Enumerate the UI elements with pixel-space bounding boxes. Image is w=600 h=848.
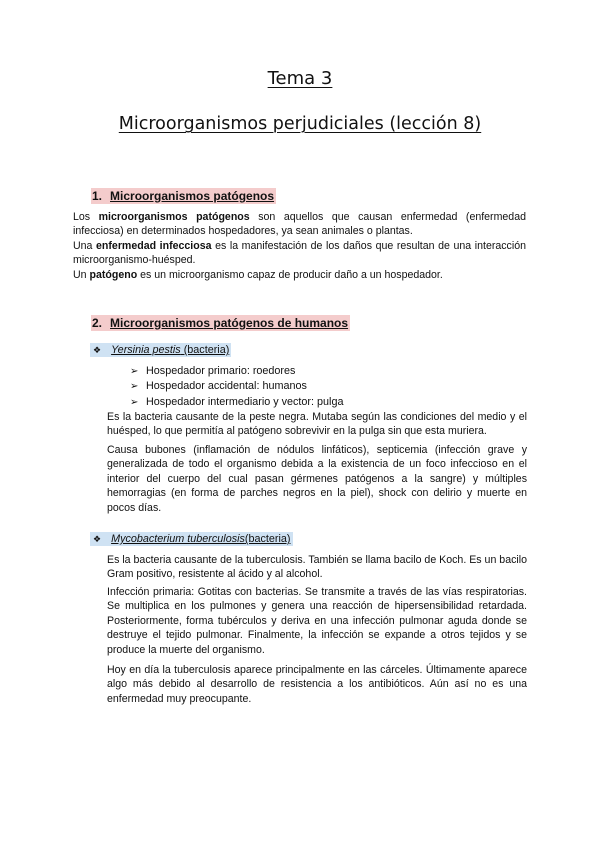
section-heading-1: 1. Microorganismos patógenos	[92, 189, 275, 203]
subsection-yersinia: ❖ Yersinia pestis (bacteria)	[90, 343, 231, 357]
diamond-bullet-icon: ❖	[93, 345, 102, 355]
list-item: ➢ Hospedador intermediario y vector: pulga	[130, 395, 343, 410]
diamond-bullet-icon: ❖	[93, 534, 102, 544]
paragraph-definition-pathogen: Un patógeno es un microorganismo capaz de producir daño a un hospedador.	[73, 269, 443, 281]
paragraph-mycobacterium-3: Hoy en día la tuberculosis aparece principalmente en las cárceles. Últimamente aparece algo más debido al desarrollo de resistencia a los antibióticos. Aún así no es una enfermedad muy preocupante.	[107, 664, 527, 705]
arrow-bullet-icon: ➢	[130, 381, 139, 393]
page-title: Microorganismos perjudiciales (lección 8)	[118, 114, 482, 134]
paragraph-definition-infectious: Una enfermedad infecciosa es la manifestación de los daños que resultan de una interacción microorganismo-huésped.	[73, 240, 526, 267]
list-item: ➢ Hospedador accidental: humanos	[130, 379, 343, 394]
topic-title: Tema 3	[267, 68, 333, 89]
yersinia-host-list	[130, 364, 343, 410]
section-heading-2: 2. Microorganismos patógenos de humanos	[92, 316, 349, 330]
paragraph-yersinia-2: Causa bubones (inflamación de nódulos linfáticos), septicemia (infección grave y generalizada de todo el organismo debida a la existencia de un foco infeccioso en el interior del cuerpo del cual pasan gérmenes patógenos a la sangre) y múltiples hemorragias (en forma de parches negros en la piel), shock con delirio y muerte en pocos días.	[107, 444, 527, 514]
paragraph-yersinia-1: Es la bacteria causante de la peste negra. Mutaba según las condiciones del medio y el huésped, lo que permitía al patógeno sobrevivir en la pulga sin que esta muriera.	[107, 411, 527, 438]
arrow-bullet-icon: ➢	[130, 366, 139, 377]
arrow-bullet-icon: ➢	[130, 396, 139, 408]
paragraph-definition-pathogenic: Los microorganismos patógenos son aquellos que causan enfermedad (enfermedad infecciosa) en determinados hospedadores, ya sean animales o plantas.	[73, 211, 526, 238]
paragraph-mycobacterium-1: Es la bacteria causante de la tuberculosis. También se llama bacilo de Koch. Es un bacilo Gram positivo, resistente al ácido y al alcohol.	[107, 554, 527, 581]
list-item: ➢ Hospedador primario: roedores	[130, 364, 343, 379]
subsection-mycobacterium: ❖ Mycobacterium tuberculosis(bacteria)	[90, 532, 293, 546]
paragraph-mycobacterium-2: Infección primaria: Gotitas con bacterias. Se transmite a través de las vías respiratorias. Se multiplica en los pulmones y genera una reacción de hipersensibilidad retardada. Posteriormente, forma tubérculos y deriva en una infección pulmonar aguda donde se destruye el tejido pulmonar. Finalmente, la infección se expande a otros tejidos y se produce la muerte del organismo.	[107, 586, 527, 656]
